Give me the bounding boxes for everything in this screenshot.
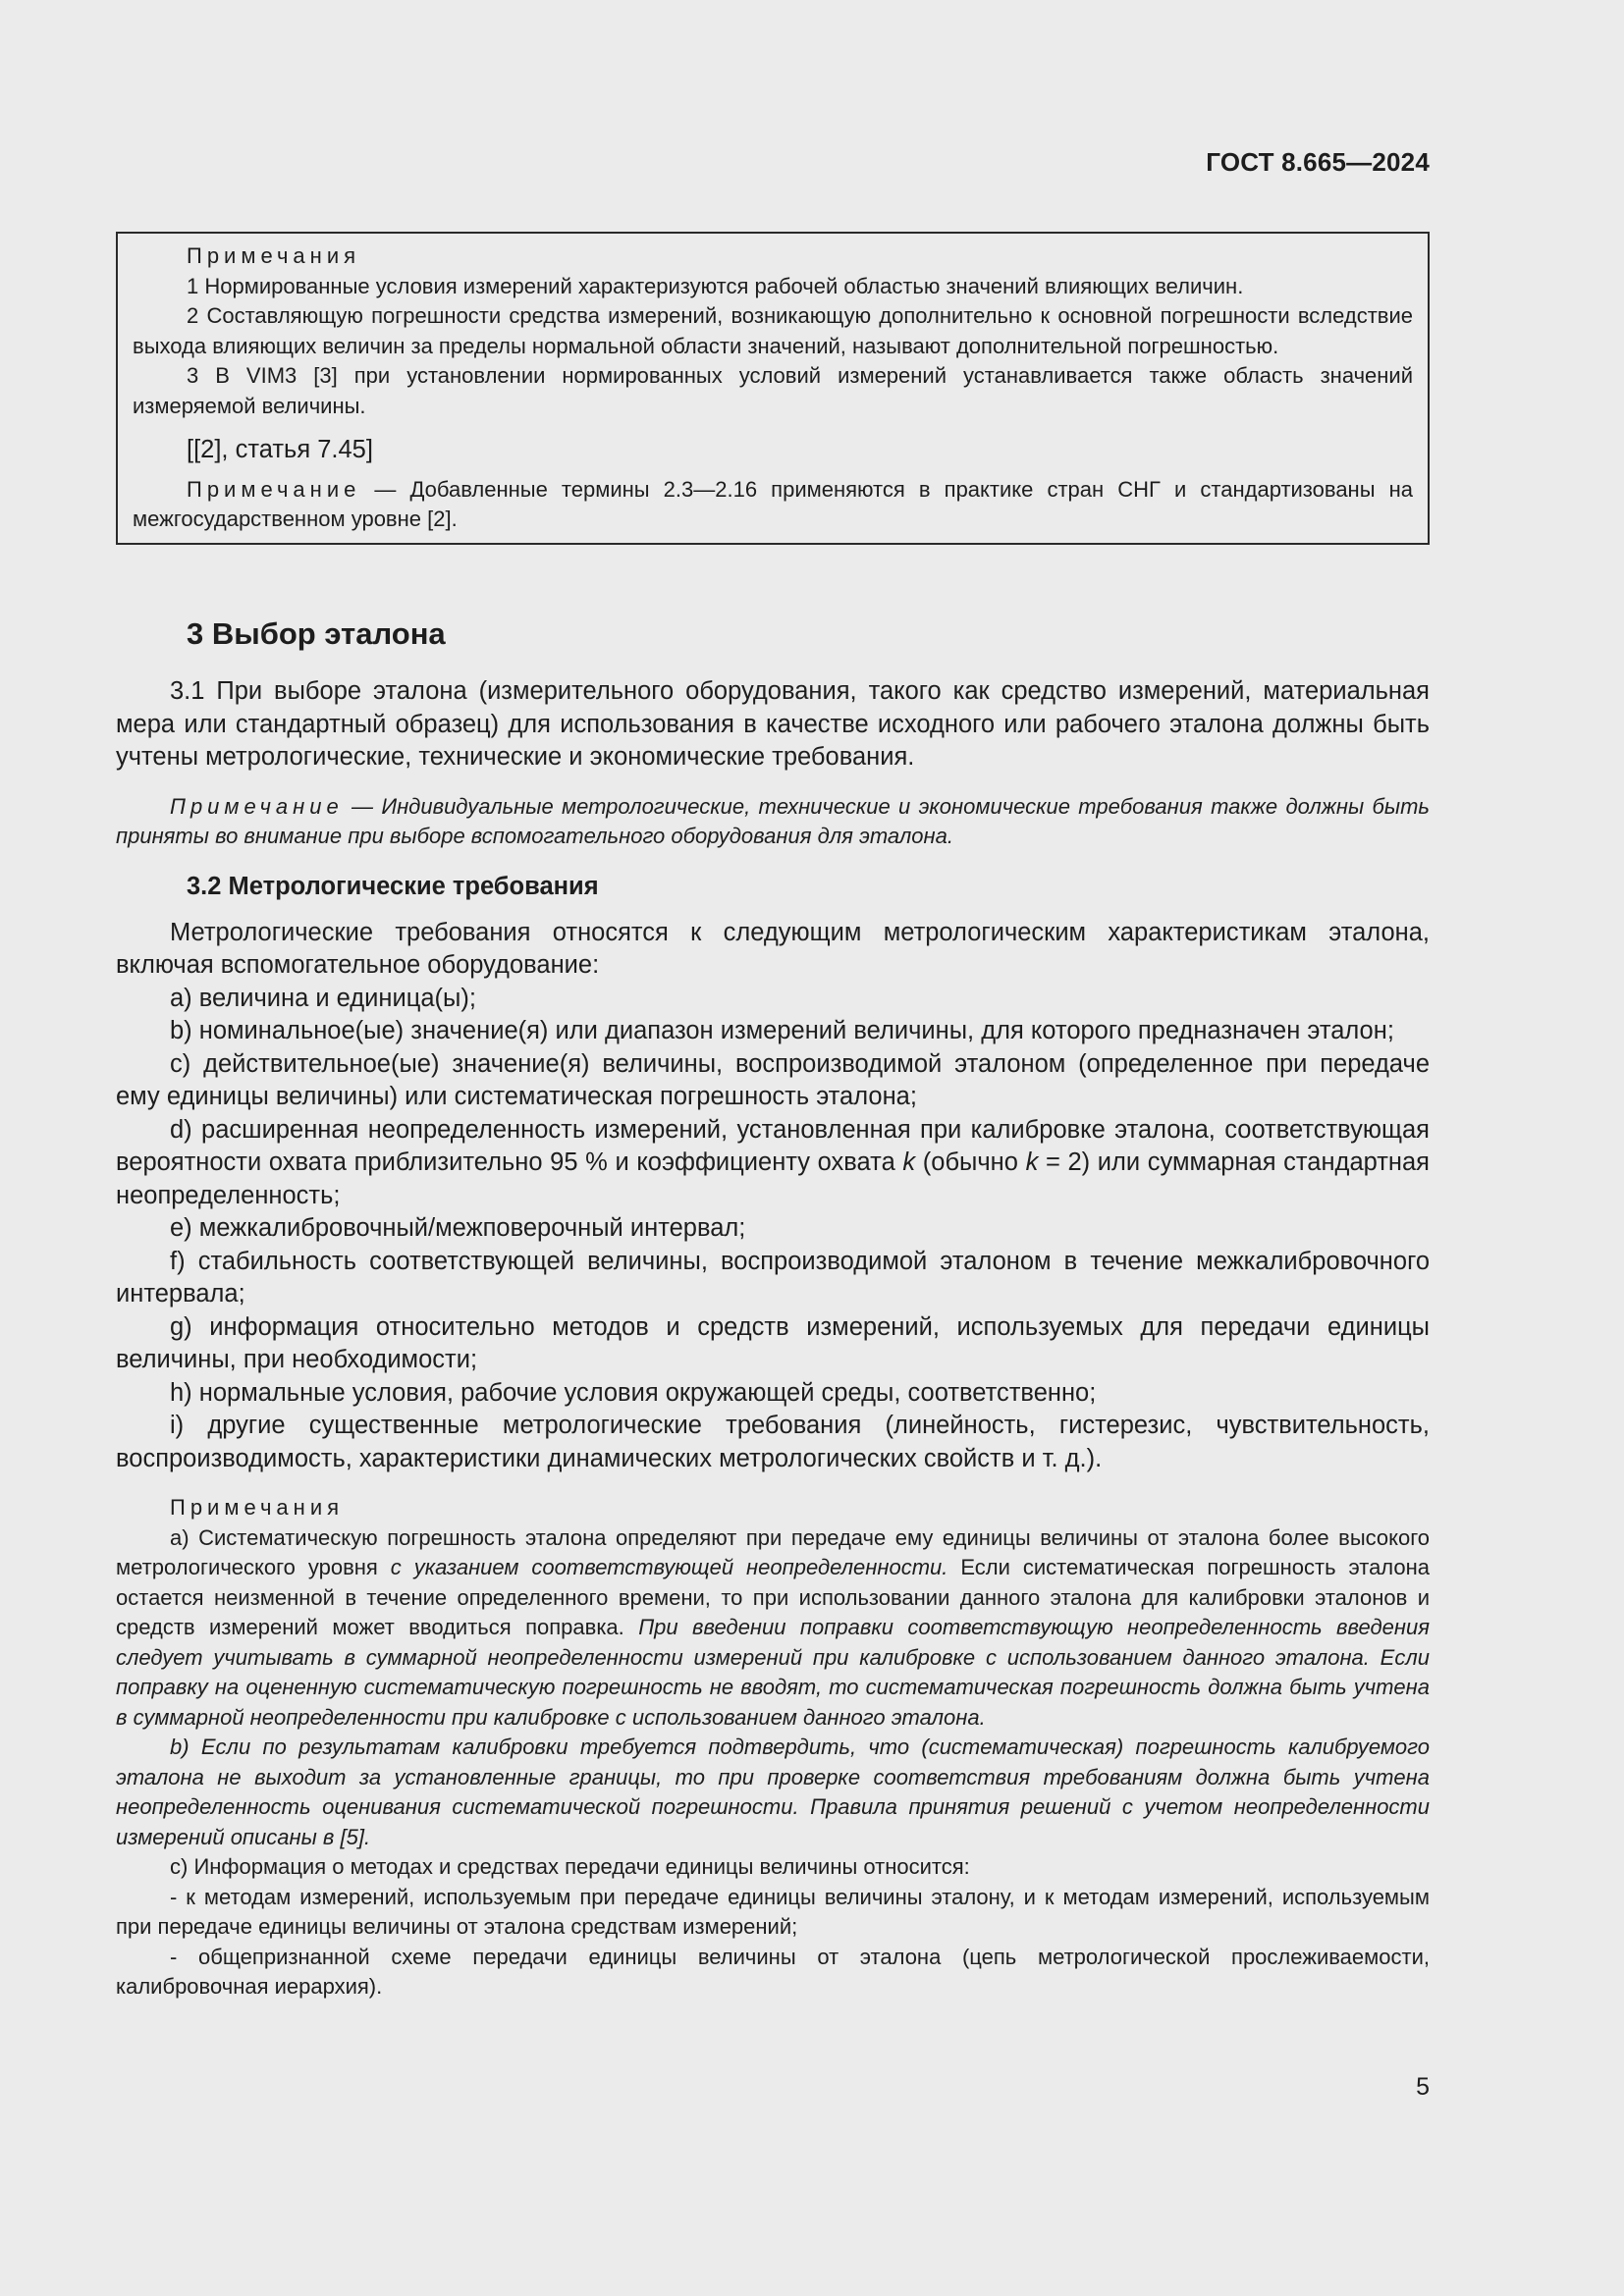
- note-a: [116, 1523, 1430, 1734]
- paragraph-3-2-intro: Метрологические требования относятся к следующим метрологическим характеристикам эталона, включая вспомогательное оборудование:: [116, 918, 1430, 979]
- list-item-i: i) другие существенные метрологические требования (линейность, гистерезис, чувствительность, воспроизводимость, характеристики динамических метрологических свойств и т. д.).: [116, 1412, 1430, 1472]
- coverage-factor-symbol: k: [902, 1148, 916, 1176]
- note-label: Примечание: [170, 793, 344, 819]
- section-3: [116, 614, 1430, 2002]
- term-reference: [[2], статья 7.45]: [187, 436, 373, 463]
- note-2: 2 Составляющую погрешности средства измерений, возникающую дополнительно к основной погрешности вследствие выхода влияющих величин за пределы нормальной области значений, называют дополнительной погрешностью.: [133, 303, 1413, 358]
- list-item-g: g) информация относительно методов и средств измерений, используемых для передачи единицы величины, при необходимости;: [116, 1312, 1430, 1373]
- list-item-f: f) стабильность соответствующей величины, воспроизводимой эталоном в течение межкалибровочного интервала;: [116, 1247, 1430, 1308]
- notes-3-2-heading: Примечания: [170, 1495, 345, 1520]
- note-c: c) Информация о методах и средствах передачи единицы величины относится:: [170, 1854, 970, 1879]
- paragraph-3-1: 3.1 При выборе эталона (измерительного оборудования, такого как средство измерений, материальная мера или стандартный образец) для использования в качестве исходного или рабочего эталона должны быть учтены метрологические, технические и экономические требования.: [116, 677, 1430, 771]
- list-item-b: b) номинальное(ые) значение(я) или диапазон измерений величины, для которого предназначен эталон;: [170, 1017, 1394, 1044]
- coverage-factor-symbol: k: [1025, 1148, 1039, 1176]
- list-item-e: e) межкалибровочный/межповерочный интервал;: [170, 1214, 746, 1242]
- note-a-italic: При введении поправки соответствующую неопределенность введения следует учитывать в суммарной неопределенности измерений при калибровке с использованием данного эталона. Если поправку на оцененную систематическую погрешность не вводят, то систематическая погрешность должна быть учтена в суммарной неопределенности при калибровке с использованием данного эталона.: [116, 1615, 1430, 1730]
- list-item-a: a) величина и единица(ы);: [170, 984, 476, 1012]
- note-3-1: [116, 792, 1430, 852]
- list-item-d-text: (обычно: [915, 1148, 1026, 1176]
- list-item-d: [116, 1114, 1430, 1213]
- list-item-d-text: d) расширенная неопределенность измерений, установленная при калибровке эталона, соответствующая вероятности охвата приблизительно 95 % и коэффициенту охвата: [116, 1115, 1430, 1176]
- note-1: 1 Нормированные условия измерений характеризуются рабочей областью значений влияющих величин.: [187, 273, 1244, 298]
- note-b: b) Если по результатам калибровки требуется подтвердить, что (систематическая) погрешность калибруемого эталона не выходит за установленные границы, то при проверке соответствия требованиям должна быть учтена неопределенность оценивания систематической погрешности. Правила принятия решений с учетом неопределенности измерений описаны в [5].: [116, 1735, 1430, 1849]
- note-label: Примечание: [187, 476, 361, 502]
- note-3: 3 В VIM3 [3] при установлении нормированных условий измерений устанавливается также область значений измеряемой величины.: [133, 363, 1413, 418]
- note-c-item-1: - к методам измерений, используемым при передаче единицы величины эталону, и к методам измерений, используемым при передаче единицы величины от эталона средствам измерений;: [116, 1884, 1430, 1939]
- section-title: 3 Выбор эталона: [187, 616, 446, 651]
- note-text: — Индивидуальные метрологические, технические и экономические требования также должны быть приняты во внимание при выборе вспомогательного оборудования для эталона.: [116, 793, 1430, 848]
- page-number: 5: [1416, 2073, 1430, 2101]
- note-a-text: Если систематическая погрешность эталона остается неизменной в течение определенного времени, то при использовании данного эталона для калибровки эталонов и средств измерений может вводиться поправка.: [116, 1555, 1431, 1639]
- list-item-h: h) нормальные условия, рабочие условия окружающей среды, соответственно;: [170, 1378, 1097, 1407]
- list-item-d-text: = 2) или суммарная стандартная неопределенность;: [116, 1148, 1430, 1209]
- notes-heading: Примечания: [187, 243, 361, 268]
- list-item-c: c) действительное(ые) значение(я) величины, воспроизводимой эталоном (определенное при передаче ему единицы величины) или систематическая погрешность эталона;: [116, 1049, 1430, 1110]
- note-a-text: a) Систематическую погрешность эталона определяют при передаче ему единицы величины от эталона более высокого метрологического уровня: [116, 1524, 1430, 1579]
- note-added-terms: [133, 475, 1413, 535]
- note-a-italic: с указанием соответствующей неопределенности.: [390, 1555, 948, 1579]
- subsection-title: 3.2 Метрологические требования: [187, 872, 599, 900]
- document-header: ГОСТ 8.665—2024: [1206, 147, 1430, 177]
- note-c-item-2: - общепризнанной схеме передачи единицы величины от эталона (цепь метрологической прослеживаемости, калибровочная иерархия).: [116, 1944, 1430, 1999]
- note-text: — Добавленные термины 2.3—2.16 применяются в практике стран СНГ и стандартизованы на межгосударственном уровне [2].: [133, 476, 1413, 531]
- notes-frame: [116, 232, 1430, 545]
